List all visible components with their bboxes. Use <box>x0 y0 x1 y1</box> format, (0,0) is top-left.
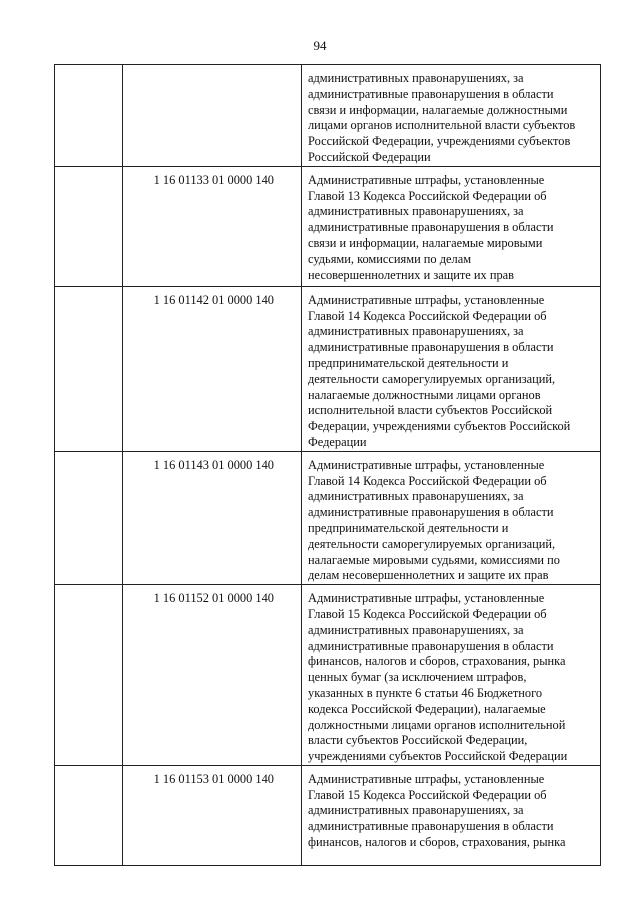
row-number-cell <box>55 451 123 584</box>
description-line: Главой 13 Кодекса Российской Федерации об <box>308 188 547 203</box>
description-line: административных правонарушениях, за <box>308 489 524 504</box>
description-line: административные правонарушения в области <box>308 220 554 235</box>
description-cell <box>302 451 601 584</box>
description-line: административных правонарушениях, за <box>308 71 524 85</box>
description-line: учреждениями субъектов Российской Федерации <box>308 749 568 764</box>
description-line: Главой 14 Кодекса Российской Федерации об <box>308 308 547 323</box>
budget-codes-table <box>54 64 601 866</box>
description-line: Федерации <box>308 434 367 449</box>
row-number-cell <box>55 166 123 286</box>
description-line: финансов, налогов и сборов, страхования, рынка <box>308 654 566 669</box>
description-line: Российской Федерации <box>308 149 431 164</box>
description-line: делам несовершеннолетних и защите их прав <box>308 568 549 583</box>
description-line: Административные штрафы, установленные <box>308 591 545 606</box>
budget-code-cell: 1 16 01142 01 0000 140 <box>123 286 302 451</box>
description-line: Административные штрафы, установленные <box>308 292 545 307</box>
page-number: 94 <box>313 38 327 53</box>
description-line: должностными лицами органов исполнительной <box>308 717 566 732</box>
budget-code-cell: 1 16 01153 01 0000 140 <box>123 765 302 865</box>
description-cell <box>302 765 601 865</box>
description-line: несовершеннолетних и защите их прав <box>308 267 515 282</box>
description-line: административные правонарушения в области <box>308 819 554 834</box>
row-number-cell <box>55 765 123 865</box>
description-line: предпринимательской деятельности и <box>308 520 509 535</box>
description-line: административные правонарушения в области <box>308 638 554 653</box>
table-row <box>55 585 601 766</box>
description-line: административные правонарушения в области <box>308 86 554 101</box>
description-line: власти субъектов Российской Федерации, <box>308 733 528 748</box>
description-line: деятельности саморегулируемых организаций, <box>308 536 556 551</box>
table-row <box>55 286 601 451</box>
description-line: Российской Федерации, учреждениями субъектов <box>308 134 571 149</box>
description-line: ценных бумаг (за исключением штрафов, <box>308 670 527 685</box>
table-row <box>55 166 601 286</box>
budget-code-cell: 1 16 01133 01 0000 140 <box>123 166 302 286</box>
description-cell <box>302 286 601 451</box>
description-line: Главой 15 Кодекса Российской Федерации об <box>308 787 547 802</box>
budget-code-cell <box>123 65 302 167</box>
description-line: Главой 15 Кодекса Российской Федерации об <box>308 606 547 621</box>
description-line: Административные штрафы, установленные <box>308 172 545 187</box>
description-line: связи и информации, налагаемые мировыми <box>308 235 543 250</box>
description-line: административных правонарушениях, за <box>308 803 524 818</box>
description-line: финансов, налогов и сборов, страхования, рынка <box>308 835 566 850</box>
description-line: налагаемые должностными лицами органов <box>308 387 541 402</box>
description-line: судьями, комиссиями по делам <box>308 251 472 266</box>
description-line: связи и информации, налагаемые должностными <box>308 102 568 117</box>
description-line: деятельности саморегулируемых организаций, <box>308 371 556 386</box>
description-line: Главой 14 Кодекса Российской Федерации об <box>308 473 547 488</box>
description-line: кодекса Российской Федерации), налагаемые <box>308 701 546 716</box>
table-row <box>55 765 601 865</box>
description-line: административные правонарушения в области <box>308 340 554 355</box>
description-cell <box>302 65 601 167</box>
description-line: Административные штрафы, установленные <box>308 771 545 786</box>
row-number-cell <box>55 585 123 766</box>
description-cell <box>302 166 601 286</box>
row-number-cell <box>55 286 123 451</box>
description-line: указанных в пункте 6 статьи 46 Бюджетного <box>308 685 543 700</box>
description-line: административных правонарушениях, за <box>308 204 524 219</box>
description-line: административные правонарушения в области <box>308 505 554 520</box>
row-number-cell <box>55 65 123 167</box>
description-line: лицами органов исполнительной власти субъектов <box>308 118 576 133</box>
budget-code-cell: 1 16 01143 01 0000 140 <box>123 451 302 584</box>
description-line: административных правонарушениях, за <box>308 622 524 637</box>
description-line: налагаемые мировыми судьями, комиссиями по <box>308 552 560 567</box>
table-row <box>55 451 601 584</box>
table-body <box>55 65 601 866</box>
description-line: Административные штрафы, установленные <box>308 457 545 472</box>
description-line: административных правонарушениях, за <box>308 324 524 339</box>
budget-code-cell: 1 16 01152 01 0000 140 <box>123 585 302 766</box>
table-row <box>55 65 601 167</box>
description-line: Федерации, учреждениями субъектов Российской <box>308 419 571 434</box>
description-line: предпринимательской деятельности и <box>308 355 509 370</box>
description-cell <box>302 585 601 766</box>
description-line: исполнительной власти субъектов Российской <box>308 403 553 418</box>
